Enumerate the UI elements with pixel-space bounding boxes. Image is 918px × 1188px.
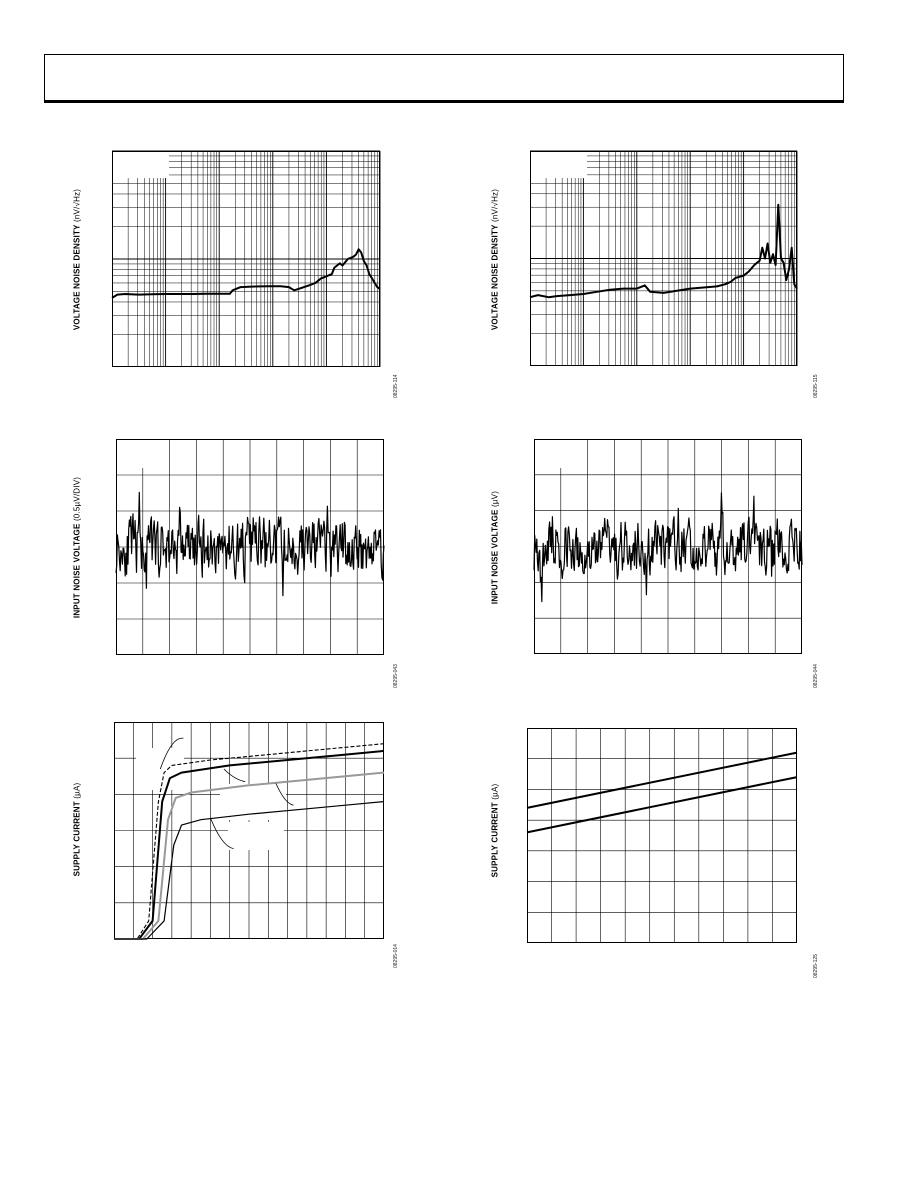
voltage-noise-density-chart-2 bbox=[530, 151, 797, 366]
legend-area bbox=[113, 152, 169, 178]
legend-area bbox=[228, 822, 284, 850]
figure-id: 08295-043 bbox=[393, 664, 399, 688]
input-noise-voltage-chart-2 bbox=[534, 439, 802, 654]
legend-area bbox=[535, 440, 585, 468]
legend-area bbox=[531, 152, 587, 178]
y-axis-label: INPUT NOISE VOLTAGE (0.5µV/DIV) bbox=[72, 476, 82, 619]
figure-id: 08295-114 bbox=[393, 374, 399, 398]
y-axis-label: SUPPLY CURRENT (µA) bbox=[490, 783, 500, 878]
page-header-frame bbox=[44, 54, 844, 103]
y-axis-label: VOLTAGE NOISE DENSITY (nV/√Hz) bbox=[72, 188, 82, 331]
y-axis-label: SUPPLY CURRENT (µA) bbox=[72, 782, 82, 877]
figure-id: 08295-044 bbox=[813, 664, 819, 688]
input-noise-voltage-chart-1 bbox=[116, 439, 384, 655]
legend-area bbox=[220, 784, 286, 820]
y-axis-label: INPUT NOISE VOLTAGE (µV) bbox=[490, 490, 500, 605]
supply-current-chart-2 bbox=[527, 728, 797, 943]
figure-id: 08295-125 bbox=[813, 954, 819, 978]
legend-area bbox=[117, 440, 167, 468]
supply-current-chart-1 bbox=[114, 722, 384, 939]
figure-id: 08295-115 bbox=[813, 374, 819, 398]
legend-area bbox=[136, 748, 184, 790]
figure-id: 08295-014 bbox=[393, 944, 399, 968]
y-axis-label: VOLTAGE NOISE DENSITY (nV/√Hz) bbox=[490, 188, 500, 331]
voltage-noise-density-chart-1 bbox=[112, 151, 380, 367]
